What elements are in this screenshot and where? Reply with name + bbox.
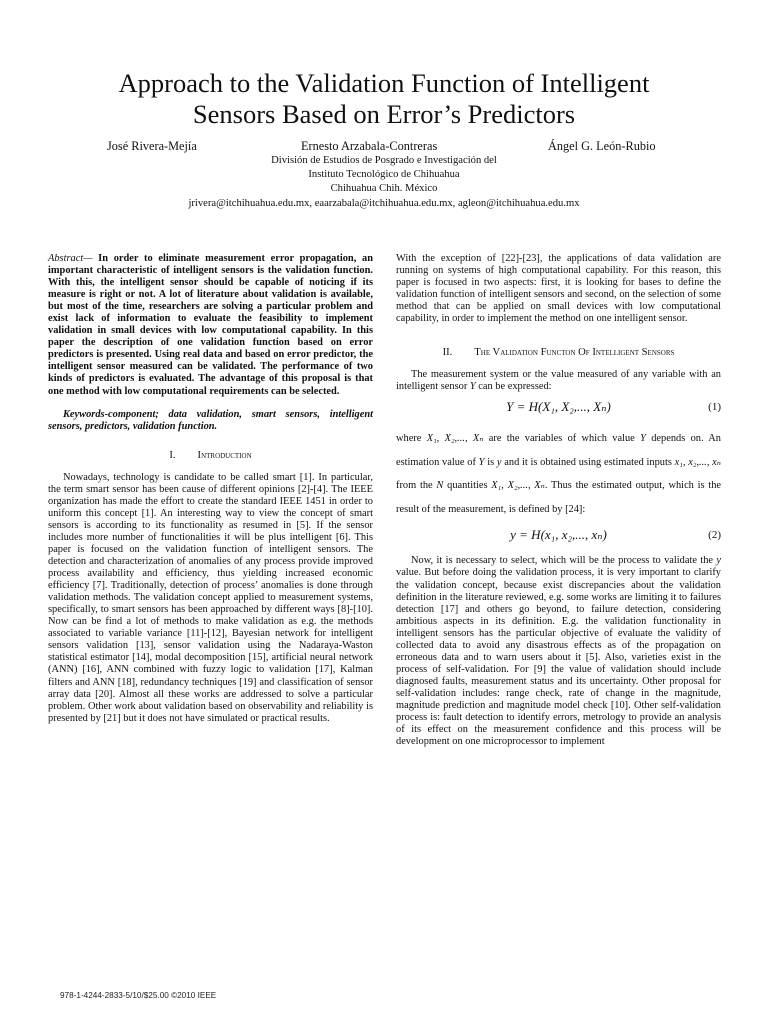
author-1: José Rivera-Mejía bbox=[107, 139, 197, 153]
affiliation-line: Chihuahua Chih. México bbox=[330, 183, 438, 195]
title-line-1: Approach to the Validation Function of Intelligent bbox=[118, 68, 650, 98]
equation-1-number: (1) bbox=[708, 401, 721, 414]
section-number: I. bbox=[169, 449, 176, 461]
paragraph-measurement: The measurement system or the value measured of any variable with an intelligent sensor Y can be expressed: bbox=[396, 369, 721, 393]
abstract-label: Abstract— bbox=[48, 253, 93, 264]
affiliation bbox=[0, 154, 768, 211]
right-column bbox=[396, 253, 721, 748]
section-number: II. bbox=[442, 347, 453, 359]
copyright-footer: 978-1-4244-2833-5/10/$25.00 ©2010 IEEE bbox=[60, 991, 217, 1000]
left-column bbox=[48, 253, 373, 725]
author-emails: jrivera@itchihuahua.edu.mx, eaarzabala@itchihuahua.edu.mx, agleon@itchihuahua.edu.mx bbox=[188, 197, 580, 209]
affiliation-line: División de Estudios de Posgrado e Investigación del bbox=[271, 155, 497, 166]
title-line-2: Sensors Based on Error’s Predictors bbox=[192, 99, 576, 129]
paragraph-where: where X₁, X₂,..., Xₙ are the variables of which value Y depends on. An estimation value of Y is y and it is obtained using estimated inputs x₁, x₂,..., xₙ from the N quantities X₁, X₂,..., Xₙ. Thus the estimated output, which is the result of the measurement, is defined by [24]: bbox=[396, 433, 722, 515]
introduction-paragraph: Nowadays, technology is candidate to be called smart [1]. In particular, the term smart sensor has been cause of different opinions [2]-[4]. The IEEE organization has made the effort to create the standard IEEE 1451 in order to uniform this concept [1]. An interesting way to view the concept of smart sensors is according to its functionality as resumed in [5]. If the sensor includes more number of functionalities it will be plus intelligent [6]. This paper is focused on the validation function of intelligent sensors. The detection and characterization of anomalies of any process provide improved process availability and efficiency, thus yielding increased economic efficiency [7]. Traditionally, detection of process’ anomalies is done through validation methods. The validation concept applied to measurement systems, specifically, to smart sensors has been approached by different ways [8]-[10]. Now can be find a lot of methods to make validation as e.g. the methods associated to variable variance [11]-[12], Bayesian network for intelligent sensors validation [13], sensor validation using the Nadaraya-Waston statistical estimator [14], modal decomposition [15], artificial neural network (ANN) [16], ANN combined with fuzzy logic to validation [17], Kalman filters and ANN [18], redundancy techniques [19] and classification of sensor array data [20]. Almost all these works are addressed to solve a particular problem. Other work about validation based on observability and reliability is presented by [21] but it does not have simulated or practical results. bbox=[48, 471, 373, 724]
abstract bbox=[48, 253, 373, 398]
paragraph-validation-concept: Now, it is necessary to select, which will be the process to validate the y value. But before doing the validation process, it is very important to clarify the validation concept, because exist discrepancies about the validation definition in the literature reviewed, e.g. some works are limiting it to failures detection [17] and others go beyond, to failure detection, considering ambitious aspects in its definition. E.g. the validation functionality in intelligent sensors has the particular objective of evaluate the validity of collected data to avoid any disastrous effects as of the propagation on erroneous data and to warn users about it [5]. Also, varieties exist in the process of self-validation. For [9] the value of validation should include diagnosed faults, measurement status and its uncertainty. Other proposal for self-validation includes: range check, rate of change in the magnitude, magnitude prediction and magnitude model check [10]. Other self-validation process is: fault detection to identify errors, metrology to provide an analysis of its effect on the measurement confidence and this process will be development on one microprocessor to implement bbox=[396, 555, 721, 748]
abstract-text: In order to eliminate measurement error propagation, an important characteristic of intelligent sensors is the validation function. With this, the intelligent sensor should be capable of noticing if its measure is right or not. A lot of literature about validation is available, but most of the time, researchers are solving a particular problem and exist lack of information to evaluate the feasibility to implement validation in small devices with low computational capability. In this paper the description of one validation function based on error predictors is presented. Using real data and based on error predictor, the intelligent sensor measured can be validated. The performance of two kinds of predictors is evaluated. The advantage of this proposal is that one method with low computational requirements can be selected. bbox=[48, 253, 373, 397]
keywords: Keywords-component; data validation, smart sensors, intelligent sensors, predictors, validation function. bbox=[48, 408, 373, 432]
equation-2-number: (2) bbox=[708, 529, 721, 542]
paper-title bbox=[20, 68, 748, 130]
equation-2-body: y = H(x₁, x₂,..., xₙ) bbox=[510, 527, 607, 543]
section-heading-introduction bbox=[48, 450, 373, 462]
intro-continuation: With the exception of [22]-[23], the applications of data validation are running on systems of high computational capability. For this reason, this paper is focused in two aspects: first, it is looking for bases to define the validation function of intelligent sensors and second, on the selection of some method that can be applied on small devices with low computational capability, in order to implement the method on one intelligent sensor. bbox=[396, 253, 721, 325]
section-title: Introduction bbox=[197, 449, 252, 461]
affiliation-line: Instituto Tecnológico de Chihuahua bbox=[308, 169, 460, 181]
section-title: The Validation Functon Of Intelligent Sensors bbox=[474, 347, 675, 359]
author-list bbox=[0, 139, 768, 155]
section-heading-validation bbox=[396, 347, 721, 359]
equation-2 bbox=[396, 526, 721, 548]
author-2: Ernesto Arzabala-Contreras bbox=[301, 139, 438, 153]
equation-1-body: Y = H(X₁, X₂,..., Xₙ) bbox=[506, 399, 611, 415]
equation-1 bbox=[396, 398, 721, 420]
author-3: Ángel G. León-Rubio bbox=[548, 139, 656, 153]
